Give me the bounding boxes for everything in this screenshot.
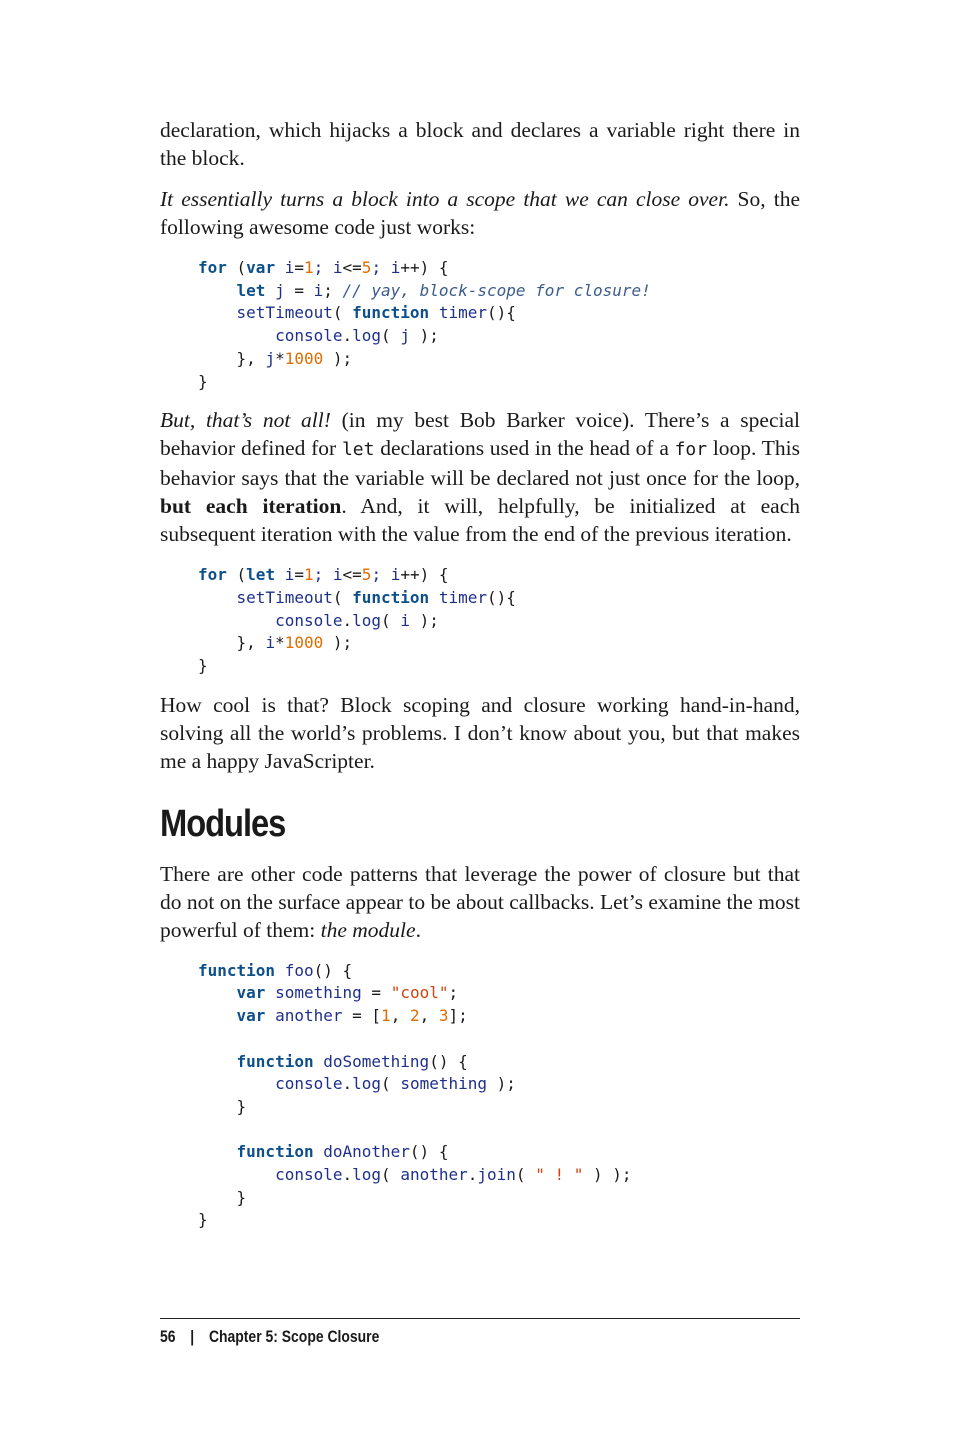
code-line: var something = "cool";: [236, 983, 459, 1003]
code-line: function doSomething() {: [236, 1051, 468, 1071]
paragraph-5: [160, 860, 800, 944]
code-line: }: [198, 1210, 208, 1230]
code-line: }, i*1000 );: [236, 633, 353, 653]
code-line: for (let i=1; i<=5; i++) {: [198, 565, 449, 585]
code-block-1: [160, 257, 800, 393]
paragraph-4: How cool is that? Block scoping and closure working hand-in-hand, solving all the world’s problems. I don’t know about you, but that makes me a happy JavaScripter.: [160, 692, 800, 773]
inline-code-for: for: [674, 439, 708, 461]
footer-text: [160, 1327, 379, 1347]
code-line: var another = [1, 2, 3];: [236, 1006, 468, 1026]
paragraph-2-italic: It essentially turns a block into a scope that we can close over.: [160, 187, 730, 211]
code-line: }: [198, 371, 208, 391]
paragraph-3: [160, 406, 800, 548]
paragraph-3-text: declarations used in the head of a: [374, 436, 675, 461]
paragraph-3-text: loop. This behavior says that the variable will be declared not just once for the loop,: [160, 436, 800, 491]
code-line: setTimeout( function timer(){: [236, 587, 516, 607]
footer-separator: |: [190, 1327, 195, 1346]
page-number: 56: [160, 1327, 176, 1346]
code-block-2: [160, 564, 800, 678]
code-line: }, j*1000 );: [236, 348, 353, 368]
inline-code-let: let: [341, 439, 375, 461]
paragraph-2: [160, 185, 800, 241]
code-line: setTimeout( function timer(){: [236, 303, 516, 323]
paragraph-3-text: (in my best Bob Barker voice). There’s a special behavior defined for: [160, 408, 800, 461]
code-line: console.log( i );: [275, 610, 439, 630]
code-line: console.log( another.join( " ! " ) );: [275, 1165, 632, 1185]
code-line: }: [236, 1187, 247, 1207]
code-line: function foo() {: [198, 960, 353, 980]
code-line: }: [198, 656, 208, 676]
paragraph-5-text: There are other code patterns that leverage the power of closure but that do not on the surface appear to be about callbacks. Let’s examine the most powerful of them:: [160, 861, 801, 942]
paragraph-5-italic: the module: [320, 917, 416, 942]
paragraph-3-italic: But, that’s not all!: [160, 408, 331, 433]
paragraph-3-bold: but each iteration: [160, 494, 342, 519]
code-line: }: [236, 1096, 247, 1116]
code-line: function doAnother() {: [236, 1142, 449, 1162]
code-line: let j = i; // yay, block-scope for closure!: [236, 280, 651, 300]
code-line: console.log( something );: [275, 1074, 516, 1094]
chapter-title: Chapter 5: Scope Closure: [208, 1327, 380, 1346]
page-footer: [160, 1318, 800, 1346]
paragraph-3-text: . And, it will, helpfully, be initialized at each subsequent iteration with the value from the end of the previous iteration.: [160, 494, 800, 547]
paragraph-5-text: .: [415, 917, 421, 942]
section-heading: Modules: [160, 802, 286, 845]
code-block-3: [160, 960, 800, 1232]
code-line: for (var i=1; i<=5; i++) {: [198, 258, 449, 277]
paragraph-1: declaration, which hijacks a block and declares a variable right there in the block.: [160, 118, 800, 170]
paragraph-2-text: So, the following awesome code just works:: [160, 187, 800, 239]
page-content: [160, 116, 800, 1232]
code-line: console.log( j );: [275, 326, 439, 346]
